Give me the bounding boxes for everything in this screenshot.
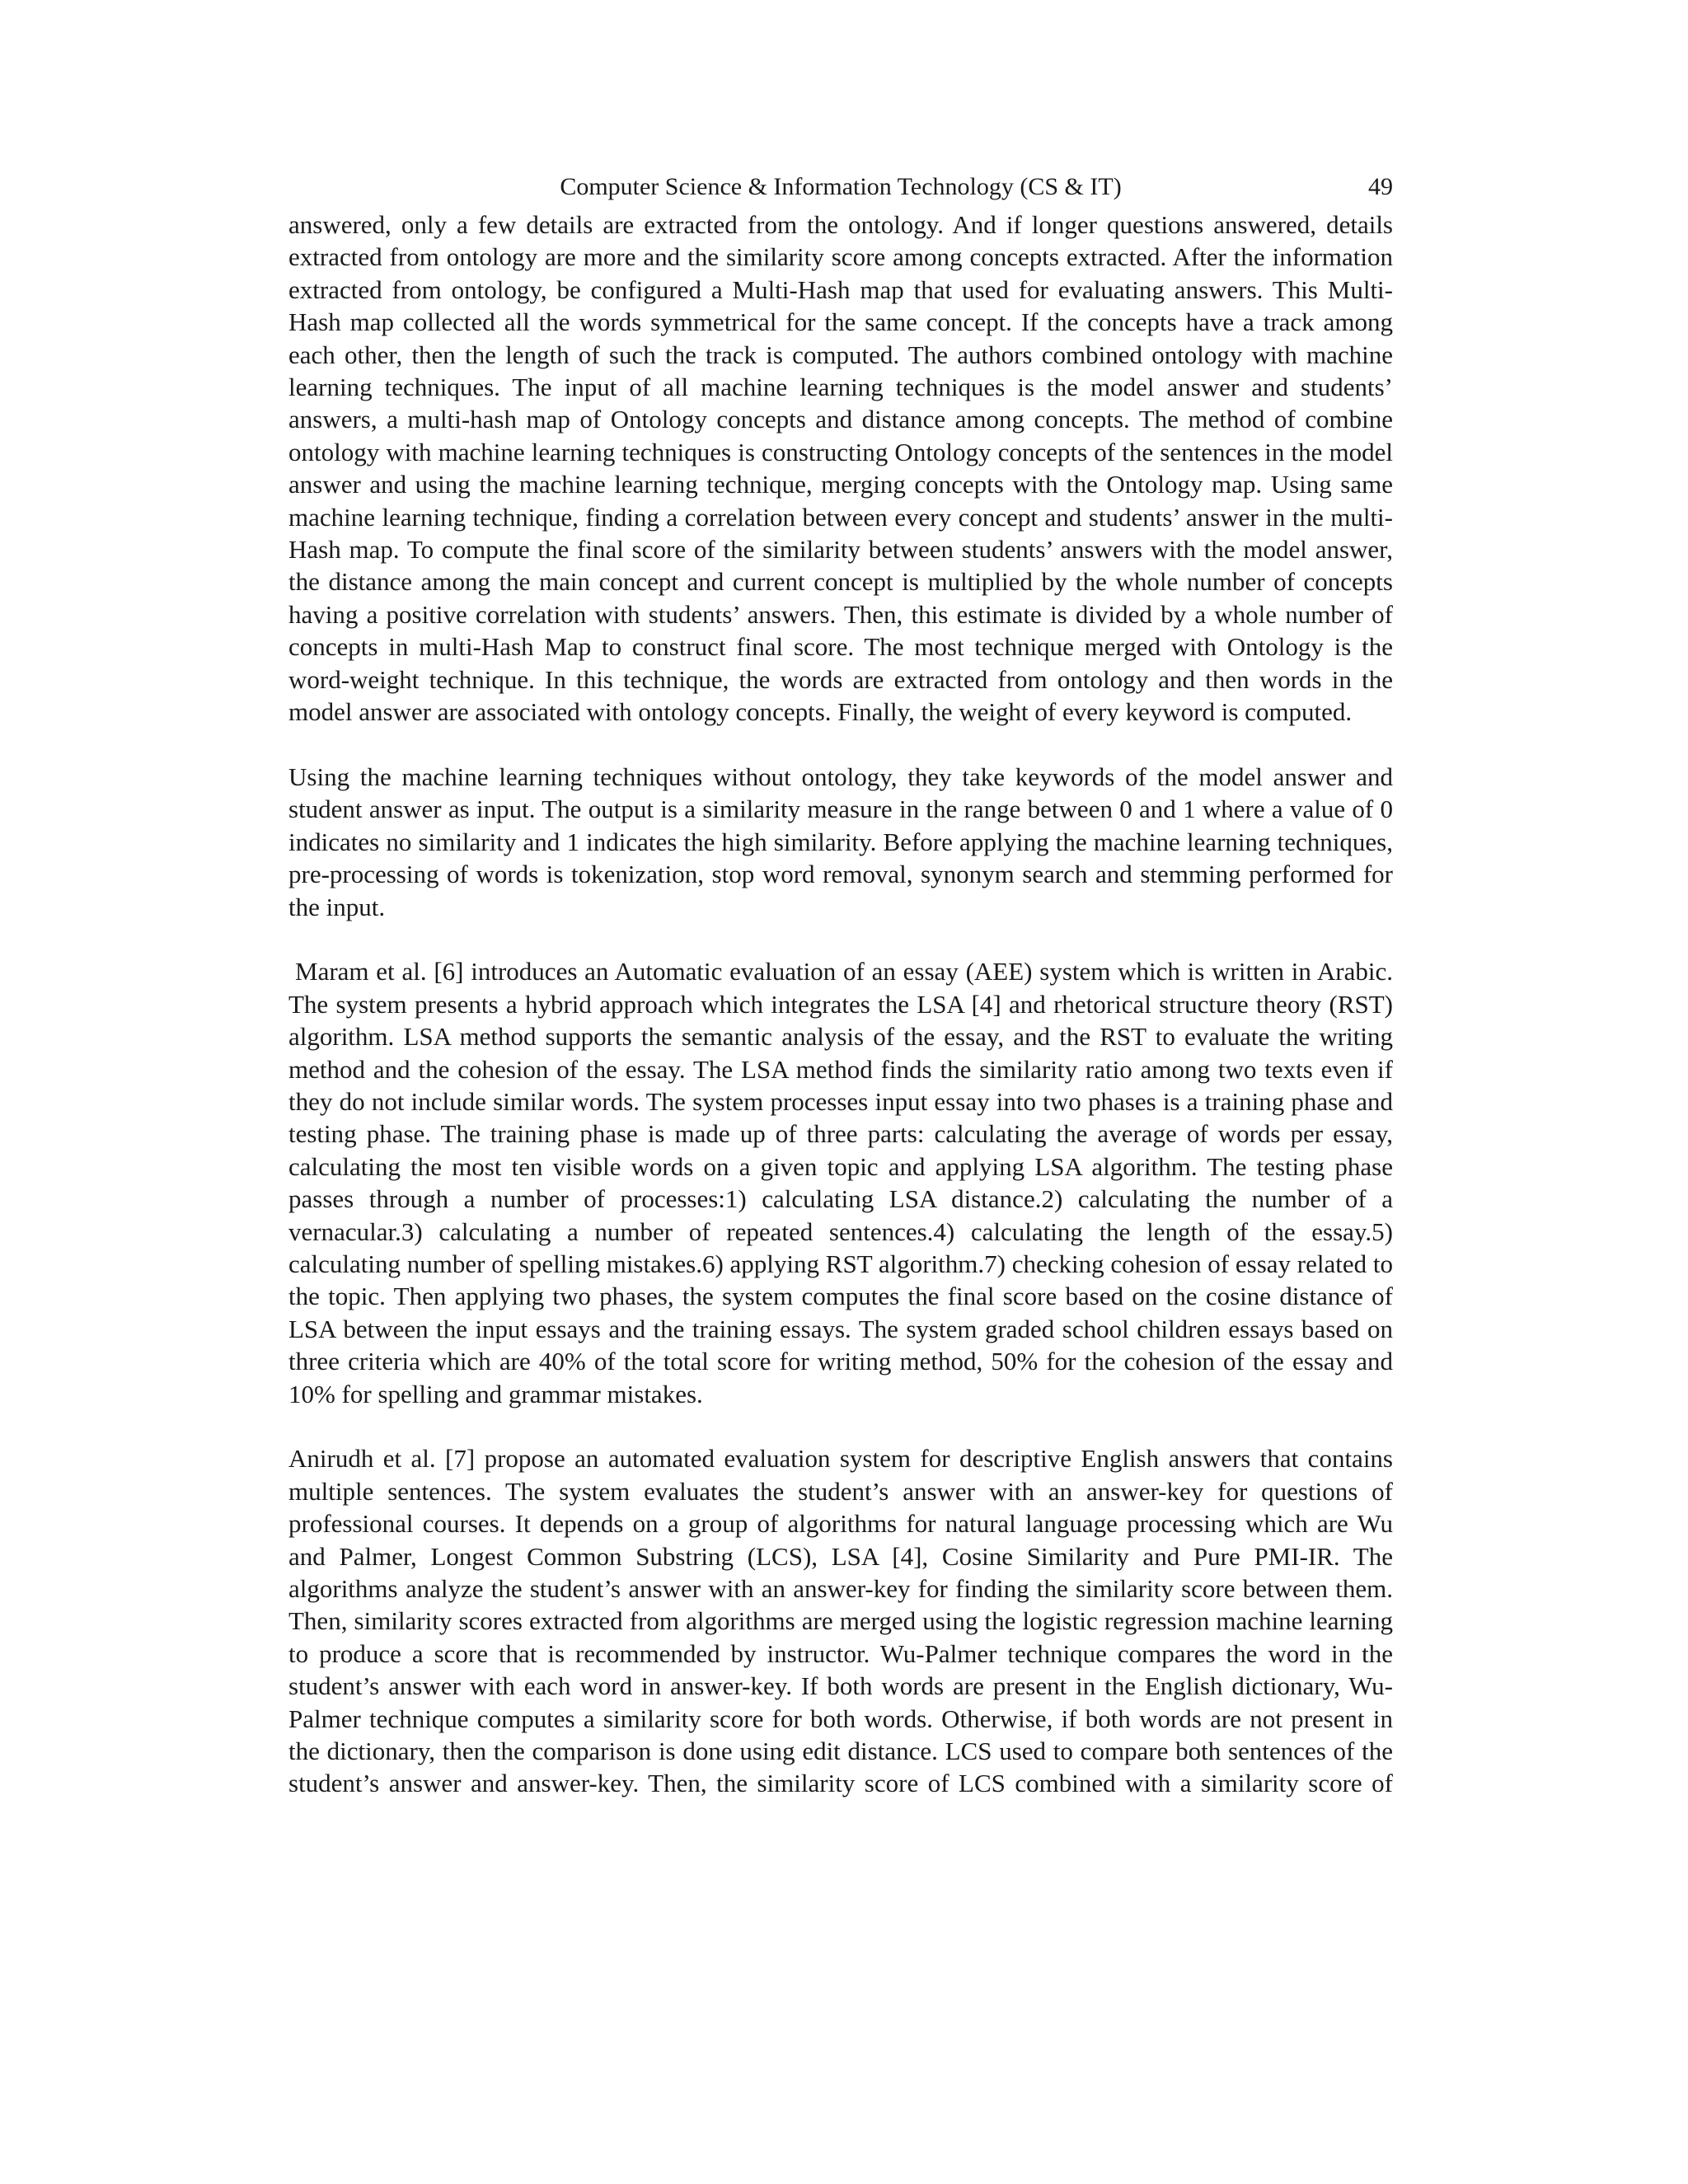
body-text [288,209,1393,1832]
running-title: Computer Science & Information Technology (CS & IT) [560,173,1122,200]
paragraph-without-ontology: Using the machine learning techniques without ontology, they take keywords of the model answer and student answer as input. The output is a similarity measure in the range between 0 and 1 where a value of 0 indicates no similarity and 1 indicates the high similarity. Before applying the machine learning techniques, pre-processing of words is tokenization, stop word removal, synonym search and stemming performed for the input. [288,762,1393,921]
running-header [288,171,1393,204]
paragraph-maram-et-al: Maram et al. [6] introduces an Automatic evaluation of an essay (AEE) system which is written in Arabic. The system presents a hybrid approach which integrates the LSA [4] and rhetorical structure theory (RST) algorithm. LSA method supports the semantic analysis of the essay, and the RST to evaluate the writing method and the cohesion of the essay. The LSA method finds the similarity ratio among two texts even if they do not include similar words. The system processes input essay into two phases is a training phase and testing phase. The training phase is made up of three parts: calculating the average of words per essay, calculating the most ten visible words on a given topic and applying LSA algorithm. The testing phase passes through a number of processes:1) calculating LSA distance.2) calculating the number of a vernacular.3) calculating a number of repeated sentences.4) calculating the length of the essay.5) calculating number of spelling mistakes.6) applying RST algorithm.7) checking cohesion of essay related to the topic. Then applying two phases, the system computes the final score based on the cosine distance of LSA between the input essays and the training essays. The system graded school children essays based on three criteria which are 40% of the total score for writing method, 50% for the cohesion of the essay and 10% for spelling and grammar mistakes. [288,957,1393,1408]
paragraph-anirudh-et-al: Anirudh et al. [7] propose an automated evaluation system for descriptive English answers that contains multiple sentences. The system evaluates the student’s answer with an answer-key for questions of professional courses. It depends on a group of algorithms for natural language processing which are Wu and Palmer, Longest Common Substring (LCS), LSA [4], Cosine Similarity and Pure PMI-IR. The algorithms analyze the student’s answer with an answer-key for finding the similarity score between them. Then, similarity scores extracted from algorithms are merged using the logistic regression machine learning to produce a score that is recommended by instructor. Wu-Palmer technique compares the word in the student’s answer with each word in answer-key. If both words are present in the English dictionary, Wu-Palmer technique computes a similarity score for both words. Otherwise, if both words are not present in the dictionary, then the comparison is done using edit distance. LCS used to compare both sentences of the student’s answer and answer-key. Then, the similarity score of LCS combined with a similarity score of [288,1444,1393,1798]
page-number: 49 [1368,173,1393,200]
paragraph-ontology-continuation: answered, only a few details are extracted from the ontology. And if longer questions answered, details extracted from ontology are more and the similarity score among concepts extracted. After the information extracted from ontology, be configured a Multi-Hash map that used for evaluating answers. This Multi-Hash map collected all the words symmetrical for the same concept. If the concepts have a track among each other, then the length of such the track is computed. The authors combined ontology with machine learning techniques. The input of all machine learning techniques is the model answer and students’ answers, a multi-hash map of Ontology concepts and distance among concepts. The method of combine ontology with machine learning techniques is constructing Ontology concepts of the sentences in the model answer and using the machine learning technique, merging concepts with the Ontology map. Using same machine learning technique, finding a correlation between every concept and students’ answer in the multi-Hash map. To compute the final score of the similarity between students’ answers with the model answer, the distance among the main concept and current concept is multiplied by the whole number of concepts having a positive correlation with students’ answers. Then, this estimate is divided by a whole number of concepts in multi-Hash Map to construct final score. The most technique merged with Ontology is the word-weight technique. In this technique, the words are extracted from ontology and then words in the model answer are associated with ontology concepts. Finally, the weight of every keyword is computed. [288,210,1393,727]
